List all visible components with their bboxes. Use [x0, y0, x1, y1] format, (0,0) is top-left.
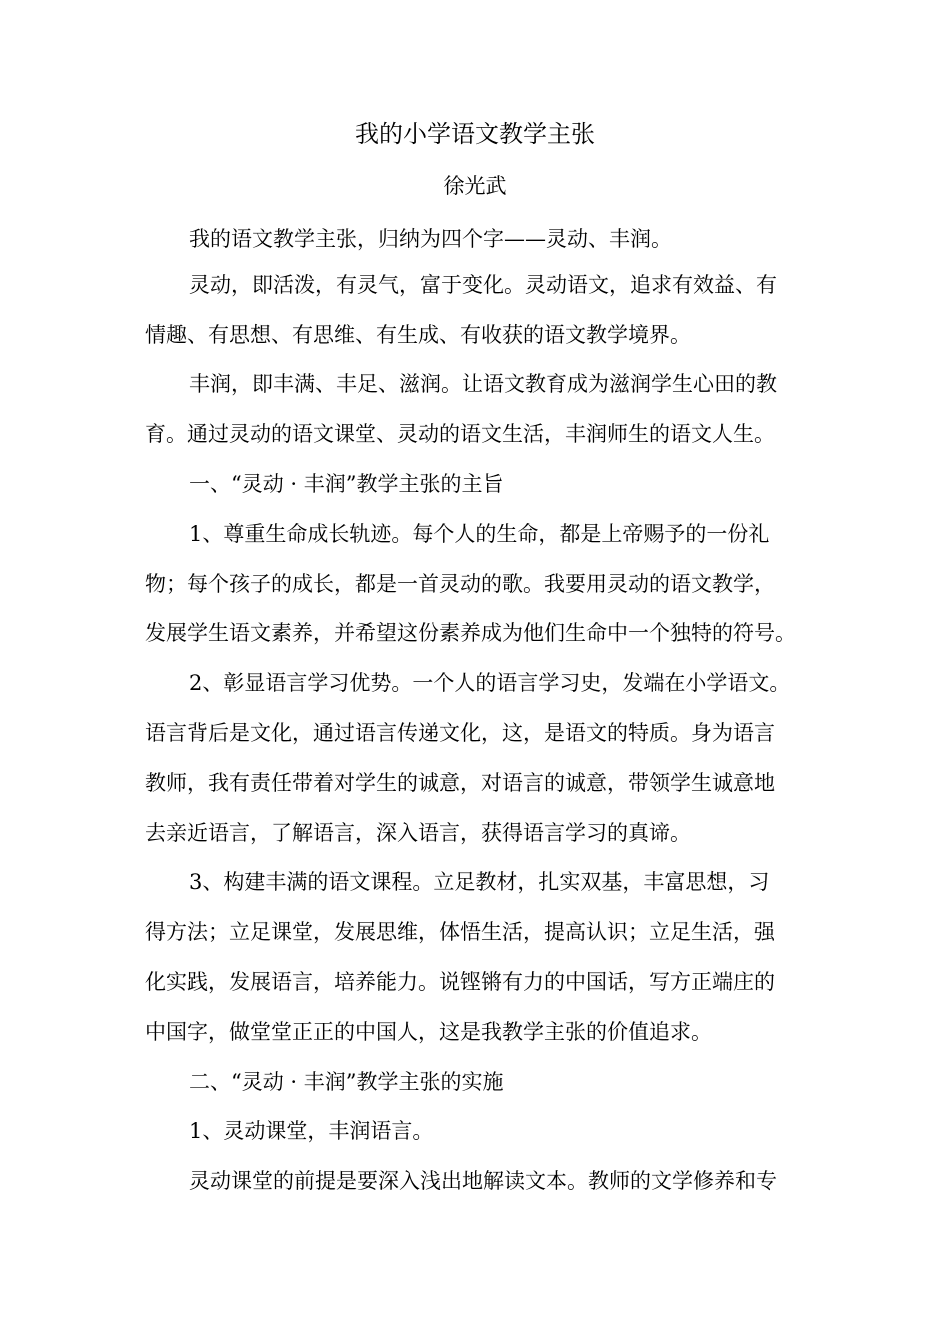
- text-line: 语言背后是文化，通过语言传递文化，这，是语文的特质。身为语言: [145, 721, 775, 745]
- document-title: 我的小学语文教学主张: [355, 120, 595, 148]
- section-heading: 一、“灵动 · 丰润”教学主张的主旨: [189, 472, 504, 496]
- text-line: 灵动课堂的前提是要深入浅出地解读文本。教师的文学修养和专: [189, 1169, 777, 1193]
- text-line: 发展学生语文素养，并希望这份素养成为他们生命中一个独特的符号。: [145, 621, 796, 645]
- text-line: 2、彰显语言学习优势。一个人的语言学习史，发端在小学语文。: [189, 671, 791, 695]
- text-line: 3、构建丰满的语文课程。立足教材，扎实双基，丰富思想，习: [189, 870, 770, 894]
- section-heading: 二、“灵动 · 丰润”教学主张的实施: [189, 1070, 504, 1094]
- document-author: 徐光武: [443, 174, 507, 198]
- text-line: 物；每个孩子的成长，都是一首灵动的歌。我要用灵动的语文教学，: [145, 572, 775, 596]
- text-line: 教师，我有责任带着对学生的诚意，对语言的诚意，带领学生诚意地: [145, 771, 775, 795]
- text-line: 灵动，即活泼，有灵气，富于变化。灵动语文，追求有效益、有: [189, 273, 777, 297]
- text-line: 化实践，发展语言，培养能力。说铿锵有力的中国话，写方正端庄的: [145, 970, 775, 994]
- text-line: 育。通过灵动的语文课堂、灵动的语文生活，丰润师生的语文人生。: [145, 422, 775, 446]
- text-line: 情趣、有思想、有思维、有生成、有收获的语文教学境界。: [145, 323, 691, 347]
- text-line: 得方法；立足课堂，发展思维，体悟生活，提高认识；立足生活，强: [145, 920, 775, 944]
- text-line: 丰润，即丰满、丰足、滋润。让语文教育成为滋润学生心田的教: [189, 372, 777, 396]
- text-line: 中国字，做堂堂正正的中国人，这是我教学主张的价值追求。: [145, 1020, 712, 1044]
- subsection-heading: 1、灵动课堂，丰润语言。: [189, 1119, 434, 1143]
- text-line: 1、尊重生命成长轨迹。每个人的生命，都是上帝赐予的一份礼: [189, 522, 770, 546]
- text-line: 我的语文教学主张，归纳为四个字——灵动、丰润。: [189, 227, 672, 251]
- text-line: 去亲近语言，了解语言，深入语言，获得语言学习的真谛。: [145, 821, 691, 845]
